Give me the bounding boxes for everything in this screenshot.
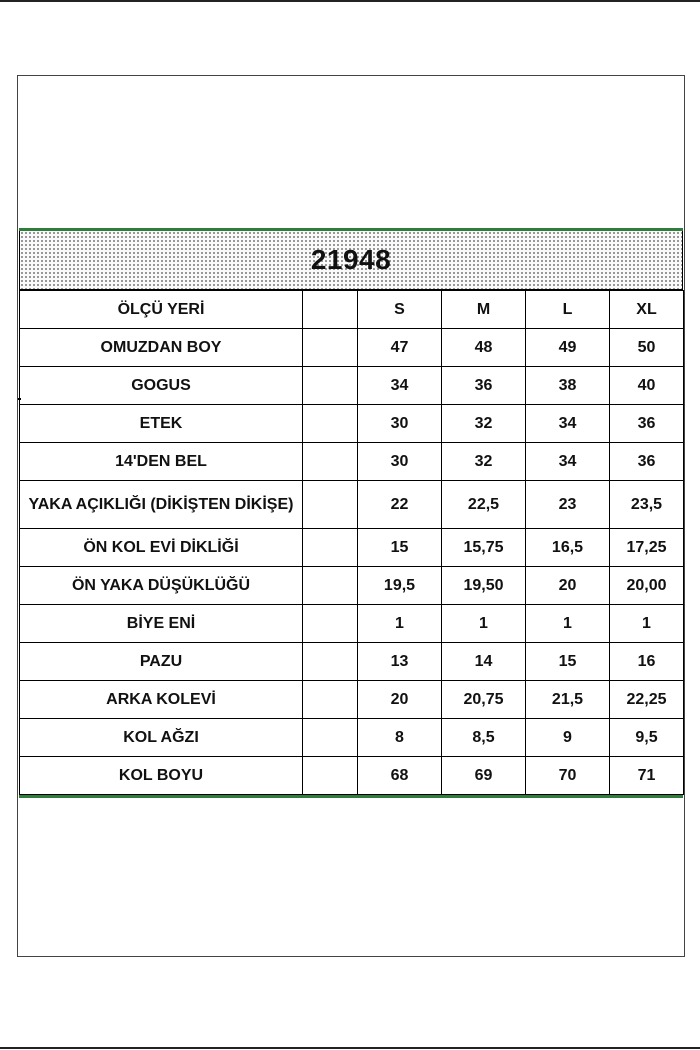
blank-cell: [303, 757, 358, 795]
size-chart-sheet: [19, 228, 683, 798]
cell: 20: [358, 681, 442, 719]
table-row: [20, 719, 684, 757]
cell: 20: [526, 567, 610, 605]
cell: 70: [526, 757, 610, 795]
cell: 50: [610, 329, 684, 367]
blank-cell: [303, 405, 358, 443]
row-label: PAZU: [20, 643, 303, 681]
row-label: ÖN YAKA DÜŞÜKLÜĞÜ: [20, 567, 303, 605]
cell: 9: [526, 719, 610, 757]
cell: 69: [442, 757, 526, 795]
cell: 15: [358, 529, 442, 567]
blank-cell: [303, 605, 358, 643]
cell: 21,5: [526, 681, 610, 719]
top-rule: [0, 0, 700, 2]
table-row: [20, 757, 684, 795]
row-label: 14'DEN BEL: [20, 443, 303, 481]
cell: 23: [526, 481, 610, 529]
cell: 13: [358, 643, 442, 681]
table-row: [20, 329, 684, 367]
cell: 1: [526, 605, 610, 643]
blank-cell: [303, 719, 358, 757]
table-row: [20, 529, 684, 567]
table-row: [20, 643, 684, 681]
cell: 36: [610, 443, 684, 481]
cell: 47: [358, 329, 442, 367]
cell: 8,5: [442, 719, 526, 757]
row-label: YAKA AÇIKLIĞI (DİKİŞTEN DİKİŞE): [20, 481, 303, 529]
row-label: ARKA KOLEVİ: [20, 681, 303, 719]
row-label: BİYE ENİ: [20, 605, 303, 643]
cell: 15: [526, 643, 610, 681]
header-blank: [303, 291, 358, 329]
row-label: KOL BOYU: [20, 757, 303, 795]
header-size-m: M: [442, 291, 526, 329]
blank-cell: [303, 443, 358, 481]
table-row: [20, 367, 684, 405]
cell: 32: [442, 405, 526, 443]
cell: 20,75: [442, 681, 526, 719]
table-row: [20, 567, 684, 605]
cell: 22: [358, 481, 442, 529]
bottom-rule: [0, 1047, 700, 1049]
blank-cell: [303, 643, 358, 681]
cell: 68: [358, 757, 442, 795]
row-label: ÖN KOL EVİ DİKLİĞİ: [20, 529, 303, 567]
cell: 22,5: [442, 481, 526, 529]
cell: 32: [442, 443, 526, 481]
cell: 30: [358, 443, 442, 481]
cell: 71: [610, 757, 684, 795]
cell: 23,5: [610, 481, 684, 529]
cell: 48: [442, 329, 526, 367]
header-size-xl: XL: [610, 291, 684, 329]
blank-cell: [303, 481, 358, 529]
cell: 34: [526, 443, 610, 481]
table-row: [20, 605, 684, 643]
cell: 34: [526, 405, 610, 443]
cell: 1: [610, 605, 684, 643]
blank-cell: [303, 367, 358, 405]
cell: 16,5: [526, 529, 610, 567]
header-size-l: L: [526, 291, 610, 329]
table-row: [20, 405, 684, 443]
cell: 19,50: [442, 567, 526, 605]
cell: 1: [358, 605, 442, 643]
green-bottom-rule: [19, 795, 683, 798]
row-label: ETEK: [20, 405, 303, 443]
cell: 22,25: [610, 681, 684, 719]
cell: 20,00: [610, 567, 684, 605]
cell: 8: [358, 719, 442, 757]
cell: 36: [610, 405, 684, 443]
row-label: GOGUS: [20, 367, 303, 405]
table-row: [20, 481, 684, 529]
cell: 38: [526, 367, 610, 405]
cell: 16: [610, 643, 684, 681]
table-row: [20, 443, 684, 481]
cell: 15,75: [442, 529, 526, 567]
cell: 40: [610, 367, 684, 405]
product-code: 21948: [310, 244, 392, 275]
blank-cell: [303, 681, 358, 719]
header-label: ÖLÇÜ YERİ: [20, 291, 303, 329]
table-row: [20, 681, 684, 719]
header-size-s: S: [358, 291, 442, 329]
cell: 36: [442, 367, 526, 405]
cell: 30: [358, 405, 442, 443]
blank-cell: [303, 329, 358, 367]
cell: 17,25: [610, 529, 684, 567]
title-band: [19, 231, 683, 290]
blank-cell: [303, 529, 358, 567]
cell: 49: [526, 329, 610, 367]
cell: 19,5: [358, 567, 442, 605]
cell: 1: [442, 605, 526, 643]
header-row: [20, 291, 684, 329]
cell: 9,5: [610, 719, 684, 757]
cell: 34: [358, 367, 442, 405]
size-table: [19, 290, 684, 795]
blank-cell: [303, 567, 358, 605]
row-label: OMUZDAN BOY: [20, 329, 303, 367]
row-label: KOL AĞZI: [20, 719, 303, 757]
cell: 14: [442, 643, 526, 681]
